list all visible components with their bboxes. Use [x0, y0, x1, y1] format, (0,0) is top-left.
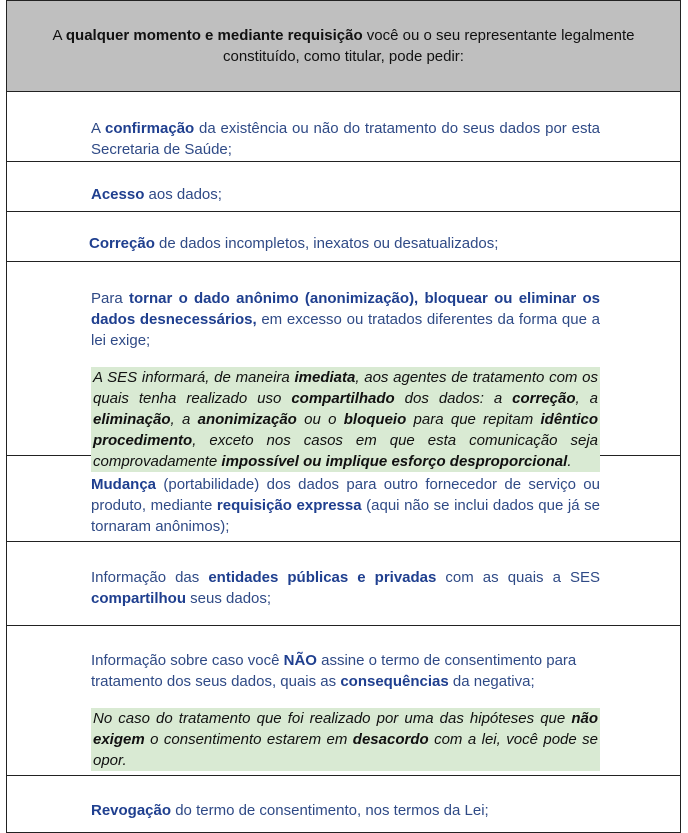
text-bold: compartilhou	[91, 590, 187, 607]
note-bold: bloqueio	[343, 411, 407, 428]
note-text: para que repitam	[406, 411, 541, 428]
row-correcao	[7, 212, 680, 262]
note-bold: imediata	[294, 369, 356, 386]
text-plain: (portabilidade) dos dados para outro fornecedor de serviço ou produto, mediante	[91, 476, 600, 514]
note-text: No caso do tratamento que foi realizado por uma das hipóteses que	[93, 710, 572, 727]
note-bold: anonimização	[197, 411, 297, 428]
text-plain: A	[91, 120, 105, 137]
note-bold: impossível ou implique esforço desproporcional	[221, 453, 568, 470]
header-text-bold: qualquer momento e mediante requisição	[65, 27, 363, 44]
text-plain: de dados incompletos, inexatos ou desatualizados;	[154, 235, 499, 252]
header-text-post: você ou o seu representante legalmente constituído, como titular, pode pedir:	[223, 27, 635, 65]
row-text	[91, 474, 600, 537]
highlighted-note	[91, 708, 600, 771]
text-bold: Correção	[89, 235, 155, 252]
row-confirmacao	[7, 92, 680, 162]
text-bold: consequências	[340, 673, 449, 690]
note-bold: idêntico procedimento	[93, 411, 598, 449]
rights-document	[6, 0, 681, 833]
row-portabilidade	[7, 456, 680, 542]
note-bold: não exigem	[93, 710, 598, 748]
text-plain: (aqui não se inclui dados que já se tornaram anônimos);	[91, 497, 600, 535]
text-plain: Para	[91, 290, 129, 307]
header-text	[47, 25, 640, 67]
note-text: , aos agentes de tratamento com os quais tenha realizado uso	[93, 369, 598, 407]
note-text: com a lei, você pode se opor.	[93, 731, 598, 769]
row-consentimento	[7, 626, 680, 776]
header-text-pre: A	[52, 27, 66, 44]
row-revogacao	[7, 776, 680, 832]
note-text: A SES informará, de maneira	[93, 369, 295, 386]
row-text	[91, 650, 600, 692]
row-text	[91, 184, 600, 205]
note-bold: correção	[512, 390, 576, 407]
row-acesso	[7, 162, 680, 212]
text-bold: Acesso	[91, 186, 145, 203]
text-bold: Revogação	[91, 802, 172, 819]
note-text: o consentimento estarem em	[144, 731, 353, 748]
text-plain: em excesso ou tratados diferentes da forma que a lei exige;	[91, 311, 600, 349]
note-text: .	[567, 453, 572, 470]
text-bold: entidades públicas e privadas	[208, 569, 437, 586]
row-text	[91, 567, 600, 609]
text-plain: aos dados;	[144, 186, 222, 203]
note-text: , exceto nos casos em que esta comunicação seja comprovadamente	[93, 432, 598, 470]
text-bold: requisição expressa	[216, 497, 362, 514]
note-text: dos dados: a	[394, 390, 513, 407]
row-text	[91, 800, 600, 821]
text-bold: Mudança	[91, 476, 157, 493]
note-bold: eliminação	[93, 411, 171, 428]
note-text: ou o	[296, 411, 344, 428]
row-text	[89, 233, 600, 254]
row-compartilhamento	[7, 542, 680, 626]
text-plain: assine o termo de consentimento para tratamento dos seus dados, quais as	[91, 652, 577, 690]
text-plain: seus dados;	[186, 590, 272, 607]
note-text: , a	[575, 390, 599, 407]
note-text: , a	[170, 411, 198, 428]
text-plain: da existência ou não do tratamento do seus dados por esta Secretaria de Saúde;	[91, 120, 600, 158]
text-plain: do termo de consentimento, nos termos da Lei;	[171, 802, 489, 819]
text-plain: Informação das	[91, 569, 209, 586]
text-plain: Informação sobre caso você	[91, 652, 284, 669]
note-bold: desacordo	[352, 731, 429, 748]
row-text	[91, 118, 600, 160]
row-text	[91, 288, 600, 351]
text-bold: confirmação	[105, 120, 195, 137]
rights-table	[6, 0, 681, 833]
text-bold: tornar o dado anônimo (anonimização), bloquear ou eliminar os dados desnecessários,	[91, 290, 600, 328]
table-header	[7, 0, 680, 92]
text-bold: NÃO	[283, 652, 317, 669]
text-plain: com as quais a SES	[436, 569, 600, 586]
note-bold: compartilhado	[291, 390, 395, 407]
text-plain: da negativa;	[448, 673, 535, 690]
row-anonimizacao	[7, 262, 680, 470]
